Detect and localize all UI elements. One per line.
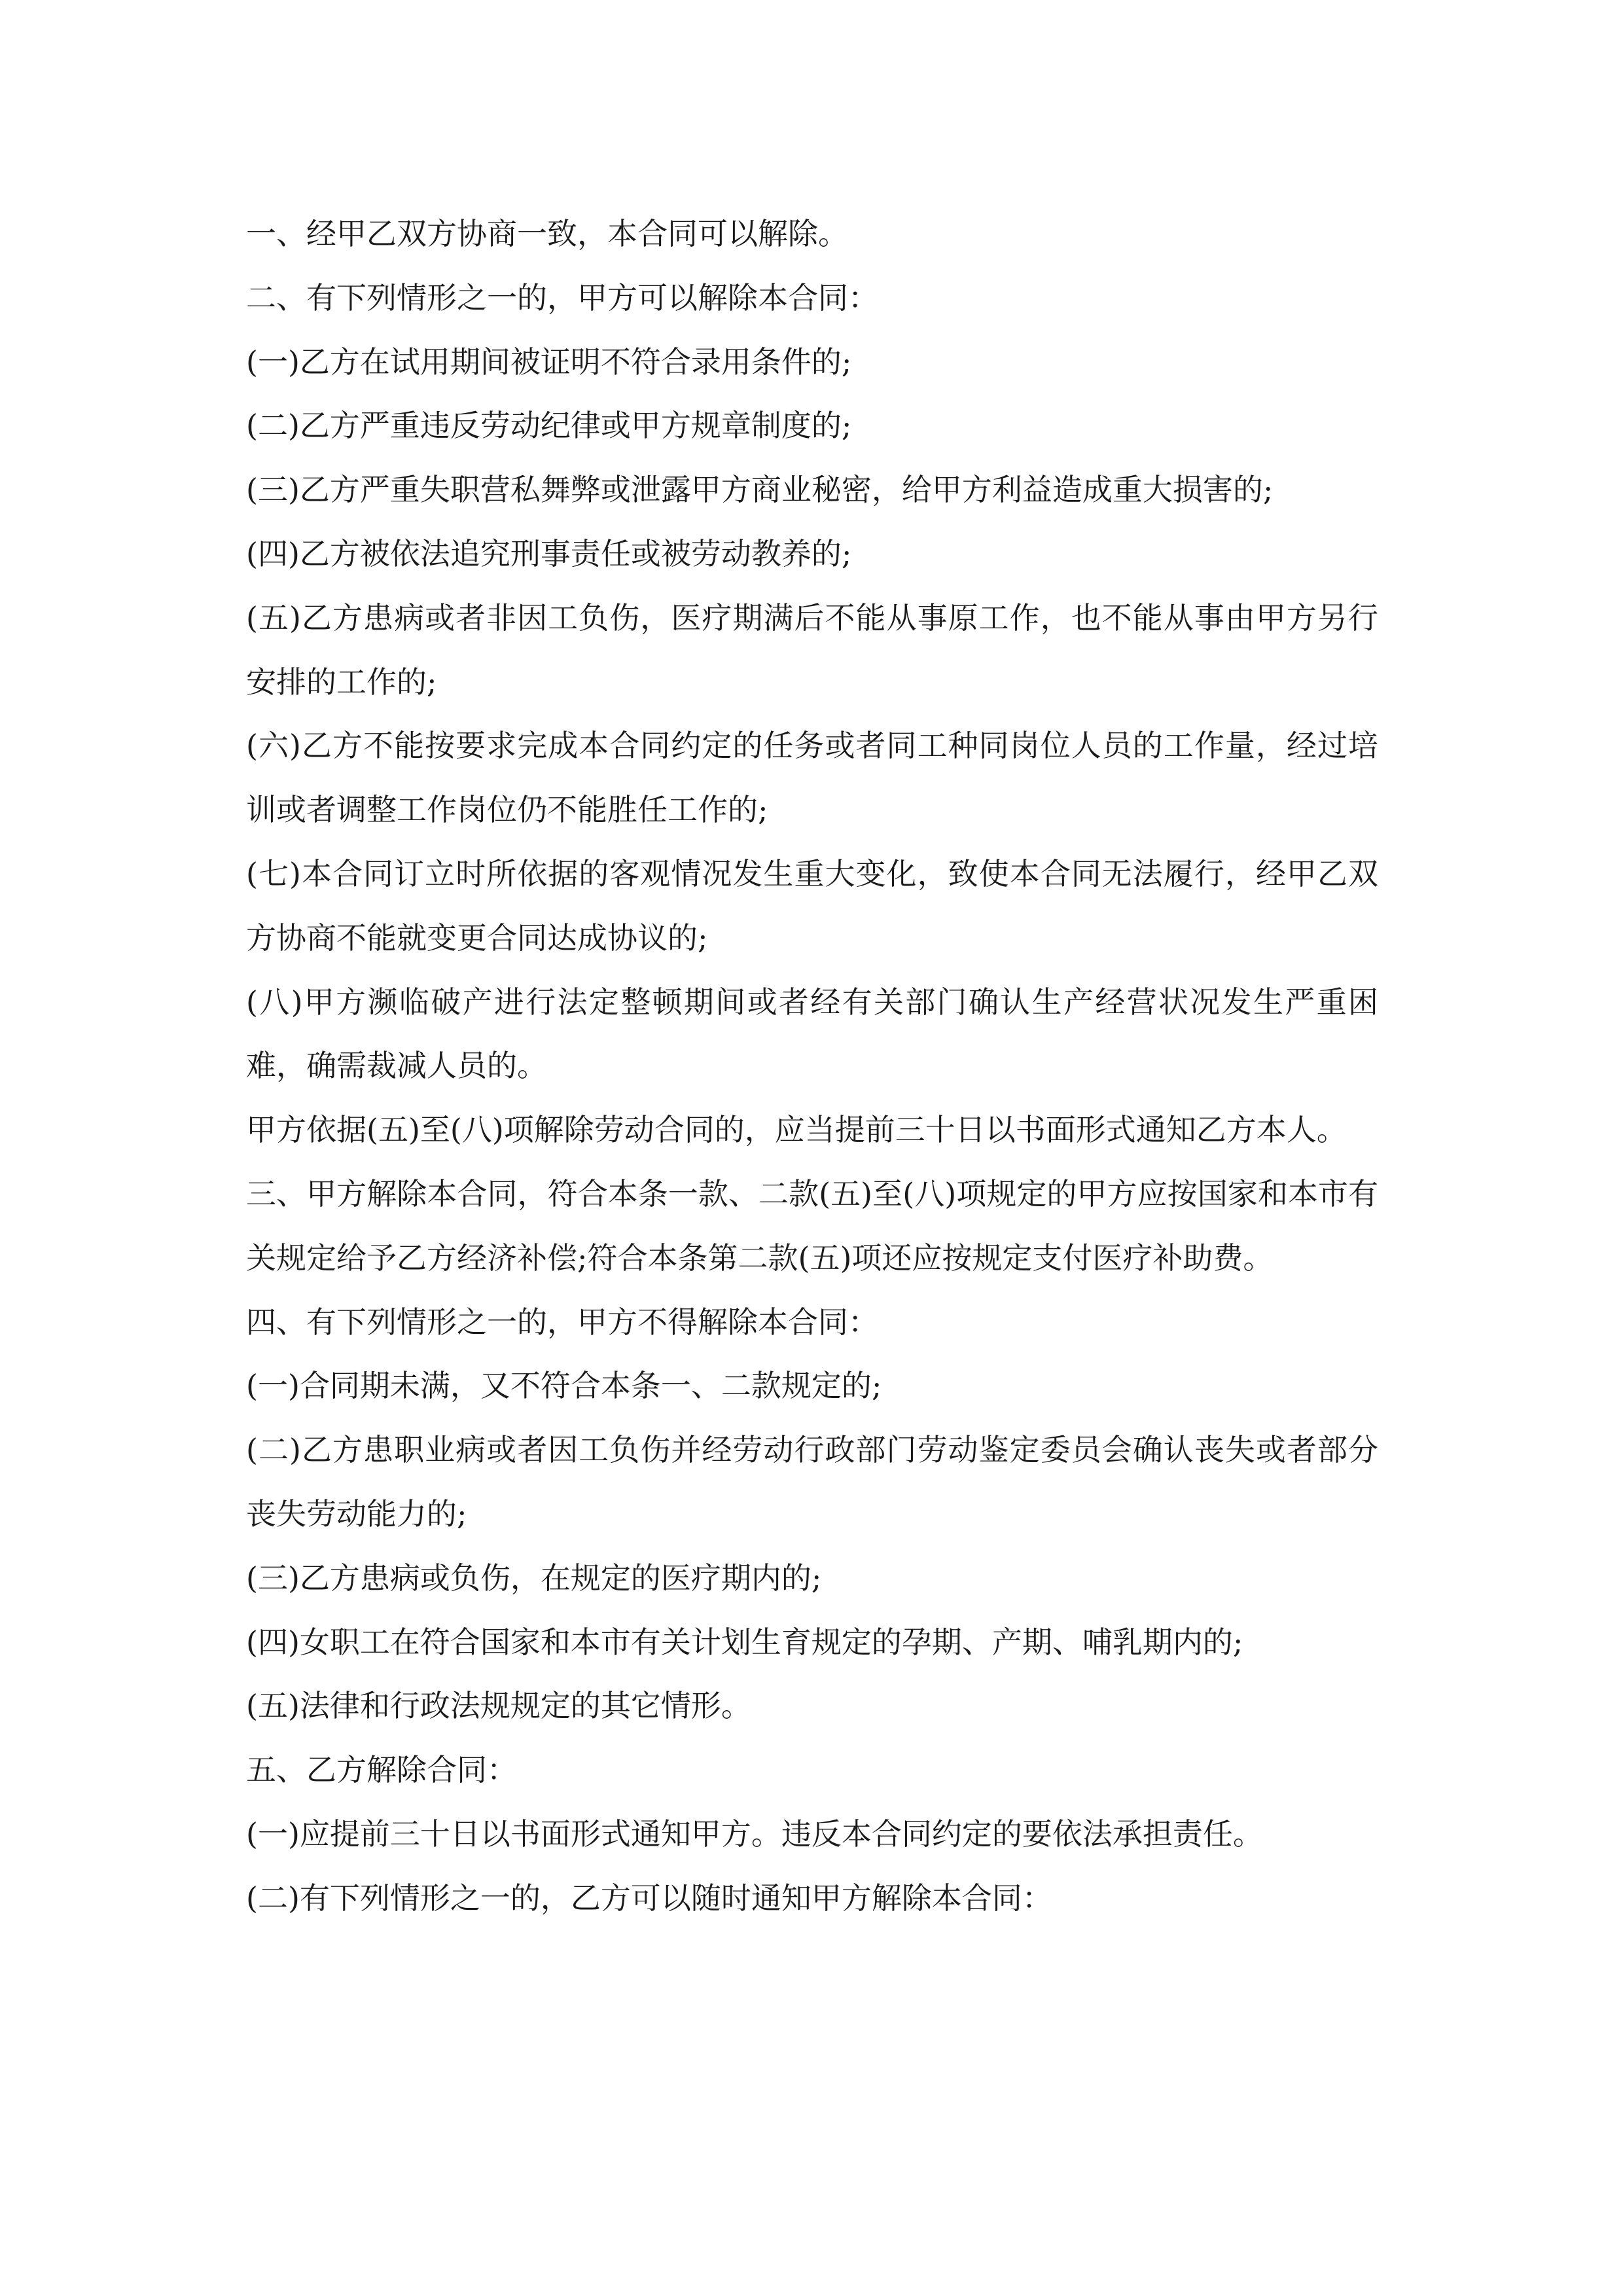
paragraph: (三)乙方患病或负伤，在规定的医疗期内的;	[246, 1560, 822, 1596]
paragraph: (七)本合同订立时所依据的客观情况发生重大变化，致使本合同无法履行，经甲乙双方协商不能就变更合同达成协议的;	[246, 855, 1378, 956]
paragraph: (三)乙方严重失职营私舞弊或泄露甲方商业秘密，给甲方利益造成重大损害的;	[246, 472, 1274, 508]
paragraph: 四、有下列情形之一的，甲方不得解除本合同：	[246, 1304, 878, 1340]
paragraph: 甲方依据(五)至(八)项解除劳动合同的，应当提前三十日以书面形式通知乙方本人。	[246, 1112, 1347, 1148]
paragraph: (一)合同期未满，又不符合本条一、二款规定的;	[246, 1368, 882, 1404]
paragraph: (二)乙方严重违反劳动纪律或甲方规章制度的;	[246, 408, 852, 444]
paragraph: (五)乙方患病或者非因工负伤，医疗期满后不能从事原工作，也不能从事由甲方另行安排的工作的;	[246, 600, 1378, 700]
paragraph: (二)乙方患职业病或者因工负伤并经劳动行政部门劳动鉴定委员会确认丧失或者部分丧失劳动能力的;	[246, 1432, 1378, 1532]
paragraph: (一)乙方在试用期间被证明不符合录用条件的;	[246, 344, 852, 380]
paragraph: (四)女职工在符合国家和本市有关计划生育规定的孕期、产期、哺乳期内的;	[246, 1624, 1243, 1660]
paragraph: (二)有下列情形之一的，乙方可以随时通知甲方解除本合同：	[246, 1880, 1052, 1916]
paragraph: 二、有下列情形之一的，甲方可以解除本合同：	[246, 279, 878, 315]
paragraph: (一)应提前三十日以书面形式通知甲方。违反本合同约定的要依法承担责任。	[246, 1816, 1263, 1852]
paragraph: 三、甲方解除本合同，符合本条一款、二款(五)至(八)项规定的甲方应按国家和本市有关规定给予乙方经济补偿;符合本条第二款(五)项还应按规定支付医疗补助费。	[246, 1175, 1378, 1276]
document-body	[246, 202, 1378, 1931]
paragraph: (四)乙方被依法追究刑事责任或被劳动教养的;	[246, 535, 852, 571]
paragraph: (八)甲方濒临破产进行法定整顿期间或者经有关部门确认生产经营状况发生严重困难，确需裁减人员的。	[246, 984, 1378, 1084]
paragraph: 一、经甲乙双方协商一致，本合同可以解除。	[246, 216, 848, 251]
paragraph: (六)乙方不能按要求完成本合同约定的任务或者同工种同岗位人员的工作量，经过培训或者调整工作岗位仍不能胜任工作的;	[246, 728, 1378, 828]
paragraph: (五)法律和行政法规规定的其它情形。	[246, 1688, 751, 1724]
paragraph: 五、乙方解除合同：	[246, 1752, 517, 1788]
